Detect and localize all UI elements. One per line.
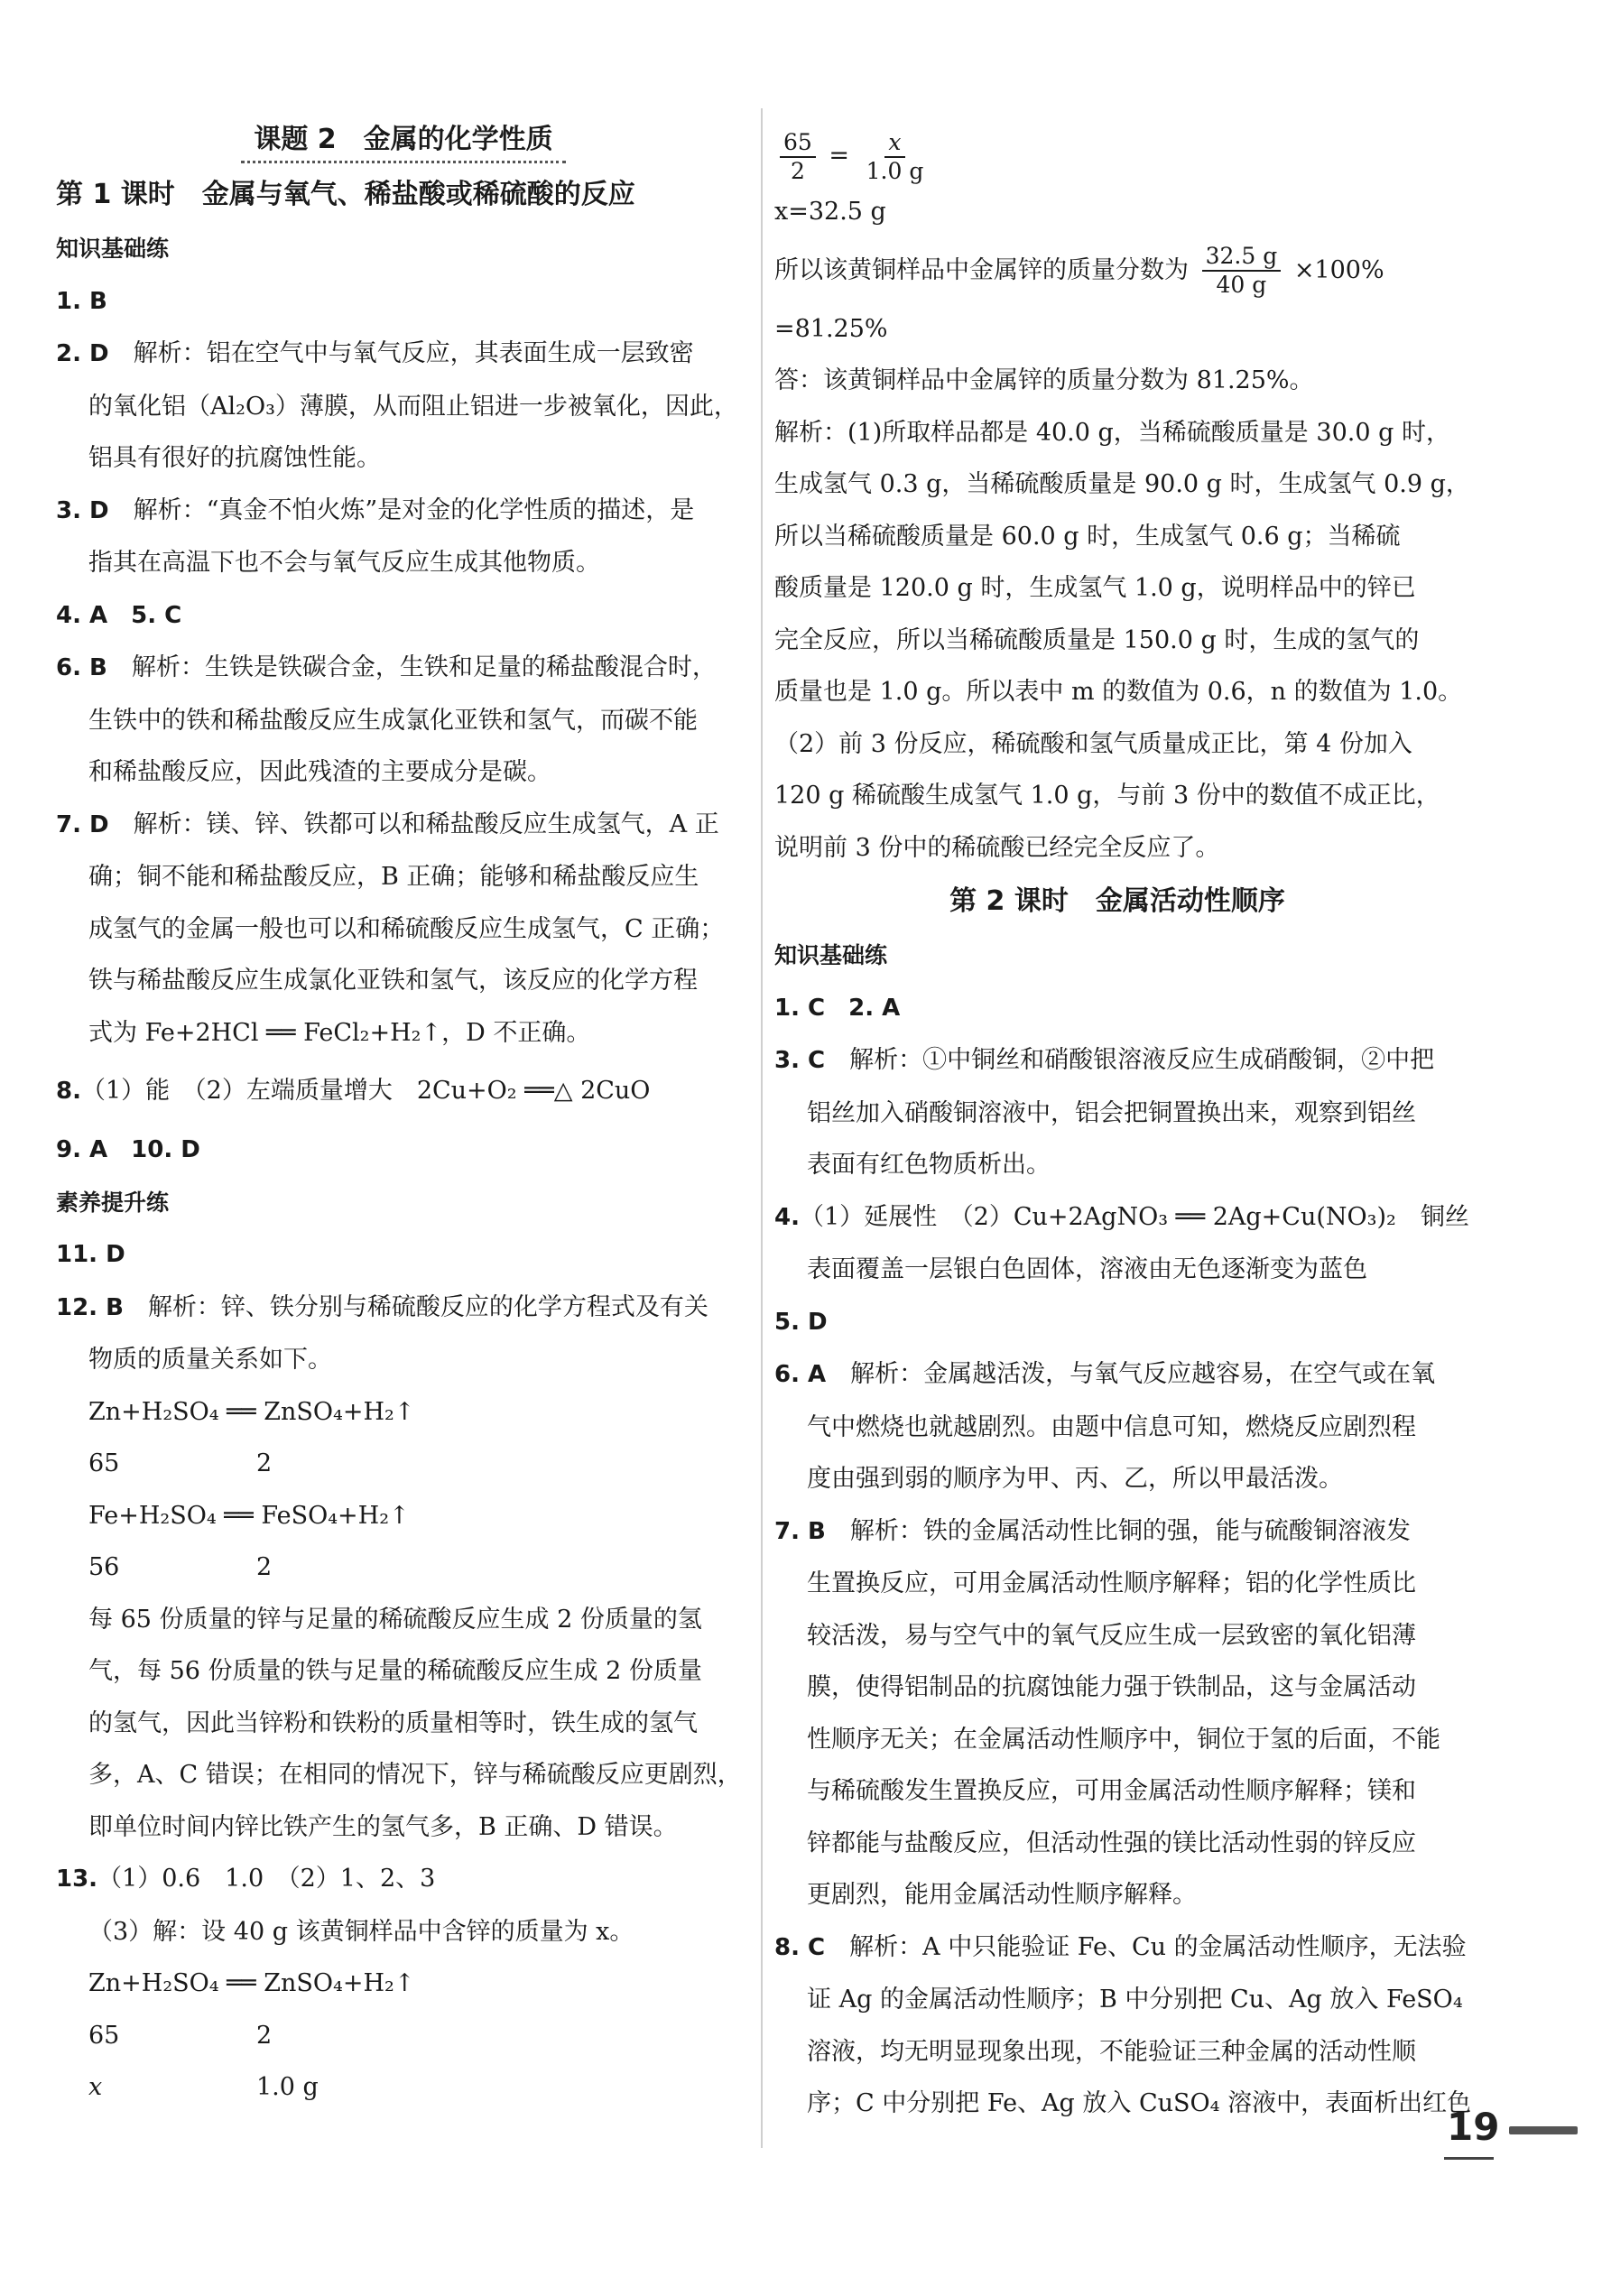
answer-7-line: 铁与稀盐酸反应生成氯化亚铁和氢气，该反应的化学方程 — [88, 967, 698, 995]
explanation-line: 生成氢气 0.3 g，当稀硫酸质量是 90.0 g 时，生成氢气 0.9 g， — [774, 470, 1470, 498]
fraction: $\frac{x}{1.0 g}$ — [866, 128, 924, 184]
answer-11: 11. D — [56, 1241, 125, 1268]
answer-7-line: 确；铜不能和稀盐酸反应，B 正确；能够和稀盐酸反应生 — [88, 863, 699, 891]
section-basic-practice-2: 知识基础练 — [774, 942, 888, 968]
answer-3b-line: 表面有红色物质析出。 — [807, 1151, 1051, 1179]
answer-7b: 7. B 解析：铁的金属活动性比铜的强，能与硫酸铜溶液发 — [774, 1516, 1411, 1545]
explanation-line: （2）前 3 份反应，稀硫酸和氢气质量成正比，第 4 份加入 — [774, 729, 1412, 758]
equation-sample-masses: 65 2 — [88, 2021, 273, 2050]
equation-zinc-masses: 65 2 — [88, 1449, 273, 1477]
answer-1-2: 1. C 2. A — [774, 994, 901, 1022]
answer-6b-line: 度由强到弱的顺序为甲、丙、乙，所以甲最活泼。 — [807, 1465, 1343, 1493]
answer-2-line: 的氧化铝（Al₂O₃）薄膜，从而阻止铝进一步被氧化，因此， — [88, 392, 738, 421]
explanation-line: 所以当稀硫酸质量是 60.0 g 时，生成氢气 0.6 g；当稀硫 — [774, 522, 1401, 551]
answer-6: 6. B 解析：生铁是铁碳合金，生铁和足量的稀盐酸混合时， — [56, 653, 717, 681]
proportion-equation: $\frac{65}{2}$ = $\frac{x}{1.0 g}$ — [774, 126, 1460, 186]
equation-zinc-sample: Zn+H₂SO₄ ══ ZnSO₄+H₂↑ — [88, 1969, 415, 1997]
answer-1: 1. B — [56, 287, 107, 315]
equation-iron-masses: 56 2 — [88, 1553, 273, 1581]
answer-6b: 6. A 解析：金属越活泼，与氧气反应越容易，在空气或在氧 — [774, 1360, 1436, 1388]
answer-7-line: 式为 Fe+2HCl ══ FeCl₂+H₂↑，D 不正确。 — [88, 1018, 591, 1047]
answer-8: 8.（1）能 （2）左端质量增大 2Cu+O₂ ══△ 2CuO — [56, 1077, 651, 1105]
answer-12-line: 每 65 份质量的锌与足量的稀硫酸反应生成 2 份质量的氢 — [88, 1605, 702, 1634]
answer-7: 7. D 解析：镁、锌、铁都可以和稀盐酸反应生成氢气，A 正 — [56, 810, 719, 838]
topic-title: 课题 2 金属的化学性质 — [56, 113, 751, 167]
answer-3: 3. D 解析：“真金不怕火炼”是对金的化学性质的描述，是 — [56, 495, 695, 524]
answer-13-line: （3）解：设 40 g 该黄铜样品中含锌的质量为 x。 — [88, 1917, 634, 1946]
left-column — [56, 113, 751, 2114]
answer-statement: 答：该黄铜样品中金属锌的质量分数为 81.25%。 — [774, 366, 1314, 394]
answer-12-line: 的氢气，因此当锌粉和铁粉的质量相等时，铁生成的氢气 — [88, 1708, 698, 1737]
mass-fraction-result: =81.25% — [774, 314, 888, 343]
answer-6b-line: 气中燃烧也就越剧烈。由题中信息可知，燃烧反应剧烈程 — [807, 1412, 1416, 1441]
explanation-line: 质量也是 1.0 g。所以表中 m 的数值为 0.6，n 的数值为 1.0。 — [774, 678, 1463, 706]
answer-8b-line: 溶液，均无明显现象出现，不能验证三种金属的活动性顺 — [807, 2037, 1416, 2066]
explanation-line: 酸质量是 120.0 g 时，生成氢气 1.0 g，说明样品中的锌已 — [774, 574, 1416, 602]
answer-12: 12. B 解析：锌、铁分别与稀硫酸反应的化学方程式及有关 — [56, 1292, 708, 1321]
answer-2: 2. D 解析：铝在空气中与氧气反应，其表面生成一层致密 — [56, 339, 694, 367]
page-number-bar — [1509, 2126, 1578, 2134]
lesson-2-title: 第 2 课时 金属活动性顺序 — [949, 885, 1285, 917]
column-divider — [761, 108, 763, 2148]
answer-12-line: 多，A、C 错误；在相同的情况下，锌与稀硫酸反应更剧烈， — [88, 1761, 742, 1789]
answer-3b-line: 铝丝加入硝酸铜溶液中，铝会把铜置换出来，观察到铝丝 — [807, 1098, 1416, 1127]
mass-fraction-line: 所以该黄铜样品中金属锌的质量分数为 $\frac{32.5 g}{40 g}$ ×100% — [774, 243, 1384, 298]
equation-zinc: Zn+H₂SO₄ ══ ZnSO₄+H₂↑ — [88, 1397, 415, 1426]
answer-7b-line: 更剧烈，能用金属活动性顺序解释。 — [807, 1881, 1197, 1909]
answer-12-line: 物质的质量关系如下。 — [88, 1346, 332, 1374]
answer-7b-line: 锌都能与盐酸反应，但活动性强的镁比活动性弱的锌反应 — [807, 1828, 1416, 1857]
fraction: $\frac{32.5 g}{40 g}$ — [1202, 243, 1282, 299]
answer-4b: 4.（1）延展性 （2）Cu+2AgNO₃ ══ 2Ag+Cu(NO₃)₂ 铜丝 — [774, 1202, 1469, 1231]
answer-8b-line: 序；C 中分别把 Fe、Ag 放入 CuSO₄ 溶液中，表面析出红色 — [807, 2089, 1472, 2117]
equation-sample-unknowns: x 1.0 g — [88, 2073, 319, 2101]
answer-3b: 3. C 解析：①中铜丝和硝酸银溶液反应生成硝酸铜，②中把 — [774, 1046, 1435, 1074]
answer-7b-line: 膜，使得铝制品的抗腐蚀能力强于铁制品，这与金属活动 — [807, 1673, 1416, 1701]
answer-7b-line: 较活泼，易与空气中的氧气反应生成一层致密的氧化铝薄 — [807, 1621, 1416, 1650]
answer-7b-line: 性顺序无关；在金属活动性顺序中，铜位于氢的后面，不能 — [807, 1725, 1440, 1754]
equation-iron: Fe+H₂SO₄ ══ FeSO₄+H₂↑ — [88, 1501, 410, 1530]
lesson-1-title: 第 1 课时 金属与氧气、稀盐酸或稀硫酸的反应 — [56, 179, 635, 210]
answer-7b-line: 与稀硫酸发生置换反应，可用金属活动性顺序解释；镁和 — [807, 1777, 1416, 1805]
answer-6-line: 生铁中的铁和稀盐酸反应生成氯化亚铁和氢气，而碳不能 — [88, 706, 698, 735]
answer-5b: 5. D — [774, 1308, 828, 1336]
answer-4-5: 4. A 5. C — [56, 601, 182, 629]
answer-7-line: 成氢气的金属一般也可以和稀硫酸反应生成氢气，C 正确； — [88, 914, 725, 943]
answer-8b: 8. C 解析：A 中只能验证 Fe、Cu 的金属活动性顺序，无法验 — [774, 1932, 1467, 1961]
explanation-line: 说明前 3 份中的稀硫酸已经完全反应了。 — [774, 833, 1220, 862]
section-advanced-practice: 素养提升练 — [56, 1189, 170, 1216]
explanation-line: 解析：(1)所取样品都是 40.0 g，当稀硫酸质量是 30.0 g 时， — [774, 418, 1450, 447]
x-result: x=32.5 g — [774, 198, 886, 226]
page-number-underline — [1444, 2157, 1494, 2160]
page-number: 19 — [1447, 2105, 1500, 2149]
answer-13: 13.（1）0.6 1.0 （2）1、2、3 — [56, 1865, 436, 1893]
answer-8b-line: 证 Ag 的金属活动性顺序；B 中分别把 Cu、Ag 放入 FeSO₄ — [807, 1986, 1463, 2014]
answer-12-line: 即单位时间内锌比铁产生的氢气多，B 正确、D 错误。 — [88, 1812, 678, 1841]
fraction: $\frac{65}{2}$ — [780, 129, 816, 185]
section-basic-practice: 知识基础练 — [56, 236, 170, 262]
answer-6-line: 和稀盐酸反应，因此残渣的主要成分是碳。 — [88, 758, 551, 786]
explanation-line: 完全反应，所以当稀硫酸质量是 150.0 g 时，生成的氢气的 — [774, 625, 1420, 654]
answer-3-line: 指其在高温下也不会与氧气反应生成其他物质。 — [88, 549, 600, 577]
answer-7b-line: 生置换反应，可用金属活动性顺序解释；铝的化学性质比 — [807, 1569, 1416, 1597]
answer-12-line: 气，每 56 份质量的铁与足量的稀硫酸反应生成 2 份质量 — [88, 1657, 702, 1685]
answer-4b-line: 表面覆盖一层银白色固体，溶液由无色逐渐变为蓝色 — [807, 1255, 1367, 1283]
right-column — [774, 126, 1472, 2130]
answer-9-10: 9. A 10. D — [56, 1136, 200, 1163]
answer-2-line: 铝具有很好的抗腐蚀性能。 — [88, 444, 381, 472]
explanation-line: 120 g 稀硫酸生成氢气 1.0 g，与前 3 份中的数值不成正比， — [774, 782, 1440, 810]
